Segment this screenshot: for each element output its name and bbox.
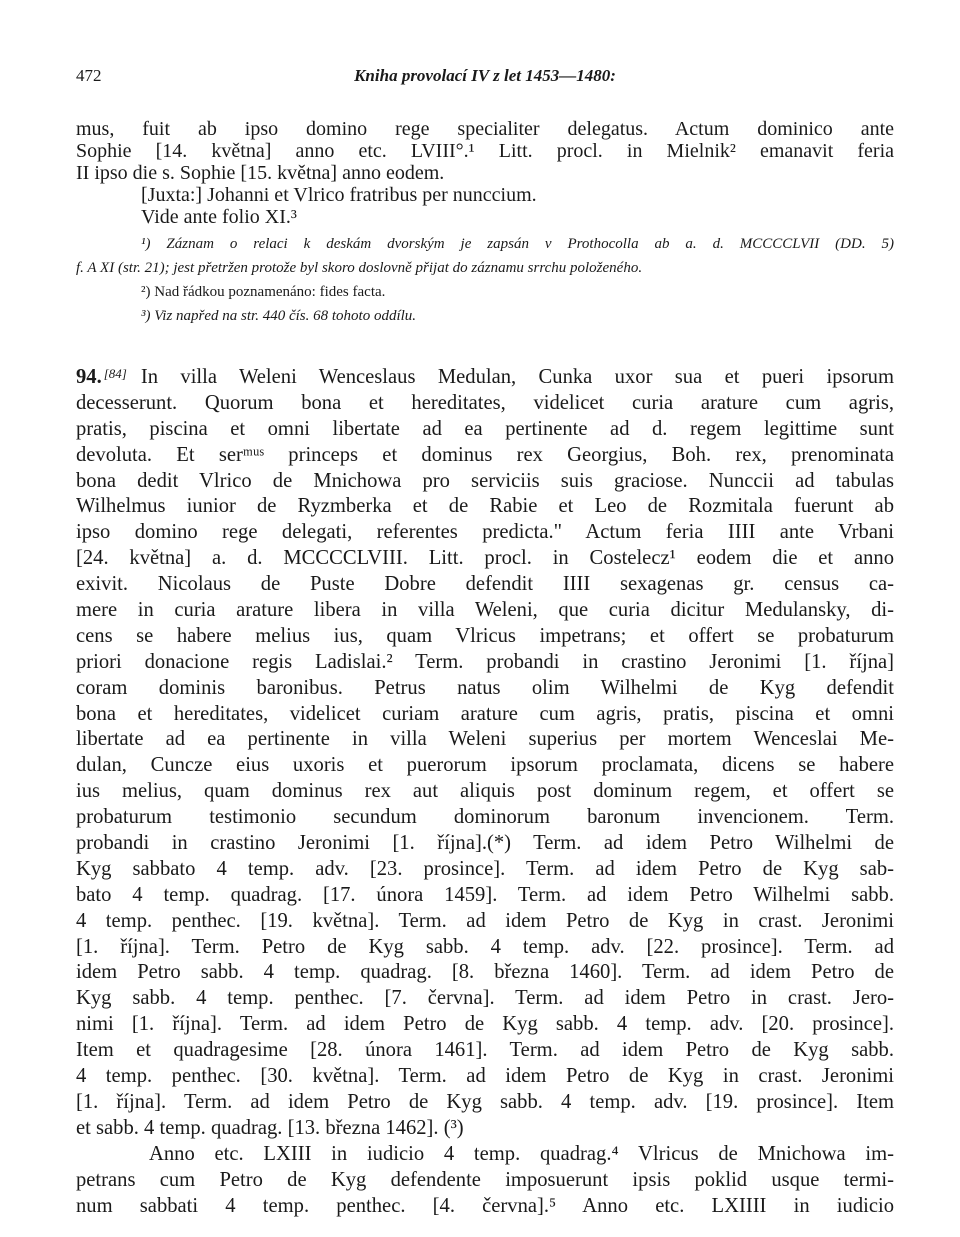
- text-line: num sabbati 4 temp. penthec. [4. června].⁵ Anno etc. LXIIII in iudicio: [76, 1194, 894, 1217]
- text-line: bato 4 temp. quadrag. [17. února 1459]. Term. ad idem Petro Wilhelmi sabb.: [76, 883, 894, 906]
- text-line: devoluta. Et serᵐᵘˢ princeps et dominus rex Georgius, Boh. rex, prenominata: [76, 443, 894, 466]
- text-line: [Juxta:] Johanni et Vlrico fratribus per nunccium.: [141, 184, 537, 206]
- text-line: Anno etc. LXIII in iudicio 4 temp. quadrag.⁴ Vlricus de Mnichowa im-: [149, 1142, 894, 1165]
- text-line: petrans cum Petro de Kyg defendente imposuerunt ipsis poklid usque termi-: [76, 1168, 894, 1191]
- text-line: pratis, piscina et omni libertate ad ea pertinente ad d. regem legittime sunt: [76, 417, 894, 440]
- text-line: II ipso die s. Sophie [15. května] anno eodem.: [76, 162, 445, 184]
- text-line: ius melius, quam dominus rex aut aliquis post dominum regem, et offert se: [76, 780, 894, 803]
- text-line: Vide ante folio XI.³: [141, 206, 297, 228]
- entry-first-line: [76, 365, 894, 391]
- page-number: 472: [76, 66, 102, 85]
- text-line: [1. října]. Term. ad idem Petro de Kyg sabb. 4 temp. adv. [19. prosince]. Item: [76, 1090, 894, 1113]
- entry-94: [76, 365, 894, 1219]
- footnotes: [76, 232, 894, 328]
- text-line: Kyg sabbato 4 temp. adv. [23. prosince]. Term. ad idem Petro de Kyg sab-: [76, 857, 894, 880]
- text-line: In villa Weleni Wenceslaus Medulan, Cunka uxor sua et pueri ipsorum: [140, 366, 894, 388]
- text-line: bona et hereditates, videlicet curiam arature cum agris, pratis, piscina et omni: [76, 702, 894, 725]
- text-line: cens se habere melius ius, quam Vlricus impetrans; et offert se probaturum: [76, 624, 894, 647]
- text-line: nimi [1. října]. Term. ad idem Petro de Kyg sabb. 4 temp. adv. [20. prosince].: [76, 1013, 894, 1036]
- text-line: exivit. Nicolaus de Puste Dobre defendit IIII sexagenas gr. census ca-: [76, 573, 894, 596]
- footnote-line: ¹) Záznam o relaci k deskám dvorským je zapsán v Prothocolla ab a. d. MCCCCLVII (DD. 5): [141, 236, 894, 252]
- text-line: et sabb. 4 temp. quadrag. [13. března 1462]. (³): [76, 1116, 464, 1139]
- footnote-line: ²) Nad řádkou poznamenáno: fides facta.: [141, 284, 386, 300]
- entry-number: 94.: [76, 366, 102, 388]
- continuation-paragraph: [76, 118, 894, 228]
- text-line: coram dominis baronibus. Petrus natus olim Wilhelmi de Kyg defendit: [76, 676, 894, 699]
- text-line: priori donacione regis Ladislai.² Term. probandi in crastino Jeronimi [1. října]: [76, 650, 894, 673]
- text-line: bona dedit Vlrico de Mnichowa pro serviciis suis graciose. Nunccii ad tabulas: [76, 469, 894, 492]
- text-line: Sophie [14. května] anno etc. LVIII°.¹ Litt. procl. in Mielnik² emanavit feria: [76, 140, 894, 162]
- text-line: ipso domino rege delegati, referentes predicta." Actum feria IIII ante Vrbani: [76, 521, 894, 544]
- text-line: dulan, Cuncze eius uxoris et puerorum ipsorum proclamata, dicens se habere: [76, 754, 894, 777]
- text-line: decesserunt. Quorum bona et hereditates, videlicet curia arature cum agris,: [76, 391, 894, 414]
- text-line: [24. května] a. d. MCCCCLVIII. Litt. procl. in Costelecz¹ eodem die et anno: [76, 547, 894, 570]
- text-line: probaturum testimonio secundum dominorum baronum invencionem. Term.: [76, 806, 894, 829]
- footnote-line: f. A XI (str. 21); jest přetržen protože byl skoro doslovně přijat do záznamu srrchu položeného.: [76, 260, 643, 276]
- text-line: Kyg sabb. 4 temp. penthec. [7. června]. Term. ad idem Petro in crast. Jero-: [76, 987, 894, 1010]
- text-line: mere in curia arature libera in villa Weleni, que curia dicitur Medulansky, di-: [76, 599, 894, 622]
- footnote-line: ³) Viz napřed na str. 440 čís. 68 tohoto oddílu.: [141, 308, 417, 324]
- folio-mark: [84]: [103, 366, 127, 381]
- text-line: libertate ad ea pertinente in villa Weleni superius per mortem Wenceslai Me-: [76, 728, 894, 751]
- text-line: 4 temp. penthec. [30. května]. Term. ad idem Petro de Kyg in crast. Jeronimi: [76, 1065, 894, 1088]
- text-line: 4 temp. penthec. [19. května]. Term. ad idem Petro de Kyg in crast. Jeronimi: [76, 909, 894, 932]
- text-line: probandi in crastino Jeronimi [1. října].(*) Term. ad idem Petro Wilhelmi de: [76, 832, 894, 855]
- text-line: [1. října]. Term. Petro de Kyg sabb. 4 temp. adv. [22. prosince]. Term. ad: [76, 935, 894, 958]
- text-line: Wilhelmus iunior de Ryzmberka et de Rabie et Leo de Rozmitala fuerunt ab: [76, 495, 894, 518]
- page-header: [76, 66, 894, 90]
- running-title: Kniha provolací IV z let 1453—1480:: [354, 66, 616, 85]
- text-line: Item et quadragesime [28. února 1461]. Term. ad idem Petro de Kyg sabb.: [76, 1039, 894, 1062]
- text-line: idem Petro sabb. 4 temp. quadrag. [8. března 1460]. Term. ad idem Petro de: [76, 961, 894, 984]
- text-line: mus, fuit ab ipso domino rege specialiter delegatus. Actum dominico ante: [76, 118, 894, 140]
